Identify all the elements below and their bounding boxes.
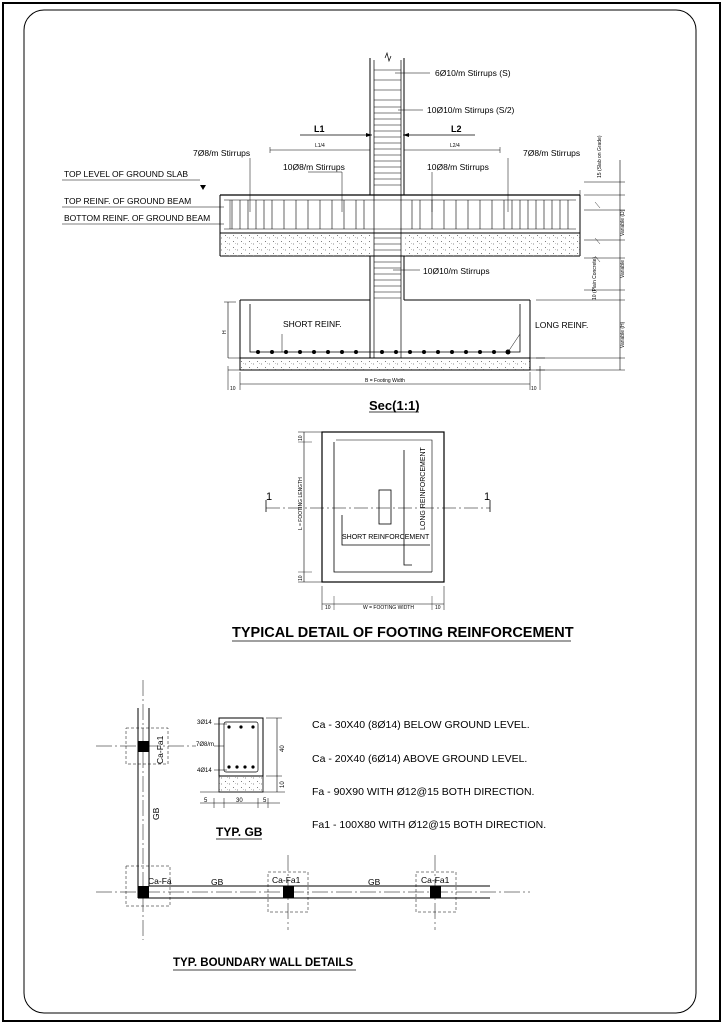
column-ca-fa1-vertical: Ca-Fa1 bbox=[155, 735, 165, 764]
gb-top-bars-label: 3Ø14 bbox=[197, 720, 212, 726]
gb-stirrups-label: 7Ø8/m bbox=[196, 742, 215, 748]
gb-dim-5-left: 5 bbox=[204, 798, 208, 804]
note-ca-below: Ca - 30X40 (8Ø14) BELOW GROUND LEVEL. bbox=[312, 719, 530, 731]
left-mid-stirrups-label: 10Ø8/m Stirrups bbox=[283, 162, 345, 172]
gb-horizontal-label-2: GB bbox=[368, 877, 381, 887]
column-ca-fa1-middle: Ca-Fa1 bbox=[272, 875, 301, 885]
sheet-border bbox=[3, 3, 720, 1021]
top-level-slab-label: TOP LEVEL OF GROUND SLAB bbox=[64, 169, 189, 179]
gb-height-label: 40 bbox=[280, 745, 286, 752]
slab-dim-label: 15 (Slab on Grade) bbox=[597, 135, 603, 178]
gb-cover-label: 10 bbox=[280, 781, 286, 788]
footing-width-dim-label: B = Footing Width bbox=[365, 378, 405, 384]
plan-dim-10-left: 10 bbox=[325, 605, 331, 611]
boundary-wall-title: TYP. BOUNDARY WALL DETAILS bbox=[173, 957, 354, 969]
l2-label: L2 bbox=[451, 124, 462, 134]
h-dim-label: H bbox=[222, 330, 228, 334]
l2-quarter-label: L2/4 bbox=[450, 143, 460, 149]
right-mid-stirrups-label: 10Ø8/m Stirrups bbox=[427, 162, 489, 172]
note-fa1: Fa1 - 100X80 WITH Ø12@15 BOTH DIRECTION. bbox=[312, 819, 547, 831]
bottom-reinf-beam-label: BOTTOM REINF. OF GROUND BEAM bbox=[64, 213, 211, 223]
column-stirrups-s-label: 6Ø10/m Stirrups (S) bbox=[435, 68, 511, 78]
l1-quarter-label: L1/4 bbox=[315, 143, 325, 149]
short-reinf-label: SHORT REINF. bbox=[283, 319, 342, 329]
short-reinforcement-label: SHORT REINFORCEMENT bbox=[342, 534, 430, 541]
inner-frame bbox=[24, 10, 696, 1013]
column-ca-fa1-right: Ca-Fa1 bbox=[421, 875, 450, 885]
neck-stirrups-label: 10Ø10/m Stirrups bbox=[423, 266, 490, 276]
note-fa: Fa - 90X90 WITH Ø12@15 BOTH DIRECTION. bbox=[312, 786, 535, 798]
ground-beam-section bbox=[200, 718, 285, 808]
plan-dim-10-top: 10 bbox=[298, 435, 304, 441]
cut-mark-left: 1 bbox=[266, 491, 273, 503]
footing-length-label: L = FOOTING LENGTH bbox=[298, 477, 304, 530]
right-end-stirrups-label: 7Ø8/m Stirrups bbox=[523, 148, 581, 158]
section-dim-10-left: 10 bbox=[230, 386, 236, 392]
long-reinforcement-label: LONG REINFORCEMENT bbox=[420, 447, 427, 530]
long-reinf-label: LONG REINF. bbox=[535, 320, 589, 330]
column-ca-fa-corner: Ca-Fa bbox=[148, 876, 172, 886]
gb-width-label: 30 bbox=[236, 798, 243, 804]
left-end-stirrups-label: 7Ø8/m Stirrups bbox=[193, 148, 251, 158]
variable-d-label: Variable (D) bbox=[620, 209, 626, 236]
gb-horizontal-label-1: GB bbox=[211, 877, 224, 887]
plan-dim-10-right: 10 bbox=[435, 605, 441, 611]
note-ca-above: Ca - 20X40 (6Ø14) ABOVE GROUND LEVEL. bbox=[312, 753, 528, 765]
gb-dim-5-right: 5 bbox=[263, 798, 267, 804]
footing-detail-title: TYPICAL DETAIL OF FOOTING REINFORCEMENT bbox=[232, 625, 574, 641]
typ-gb-title: TYP. GB bbox=[216, 825, 263, 839]
section-dim-10-right: 10 bbox=[531, 386, 537, 392]
variable-h-label: Variable (H) bbox=[620, 321, 626, 348]
gb-vertical-label: GB bbox=[151, 807, 161, 820]
variable-label: Variable bbox=[620, 260, 626, 278]
cut-mark-right: 1 bbox=[484, 491, 491, 503]
l1-label: L1 bbox=[314, 124, 325, 134]
top-reinf-beam-label: TOP REINF. OF GROUND BEAM bbox=[64, 196, 192, 206]
column-stirrups-s2-label: 10Ø10/m Stirrups (S/2) bbox=[427, 105, 515, 115]
gb-bottom-bars-label: 4Ø14 bbox=[197, 768, 212, 774]
plan-dim-10-bottom: 10 bbox=[298, 575, 304, 581]
section-title: Sec(1:1) bbox=[369, 398, 420, 413]
footing-width-label: W = FOOTING WIDTH bbox=[363, 605, 414, 611]
plain-concrete-label: 10 (Plain Concrete) bbox=[592, 256, 598, 300]
